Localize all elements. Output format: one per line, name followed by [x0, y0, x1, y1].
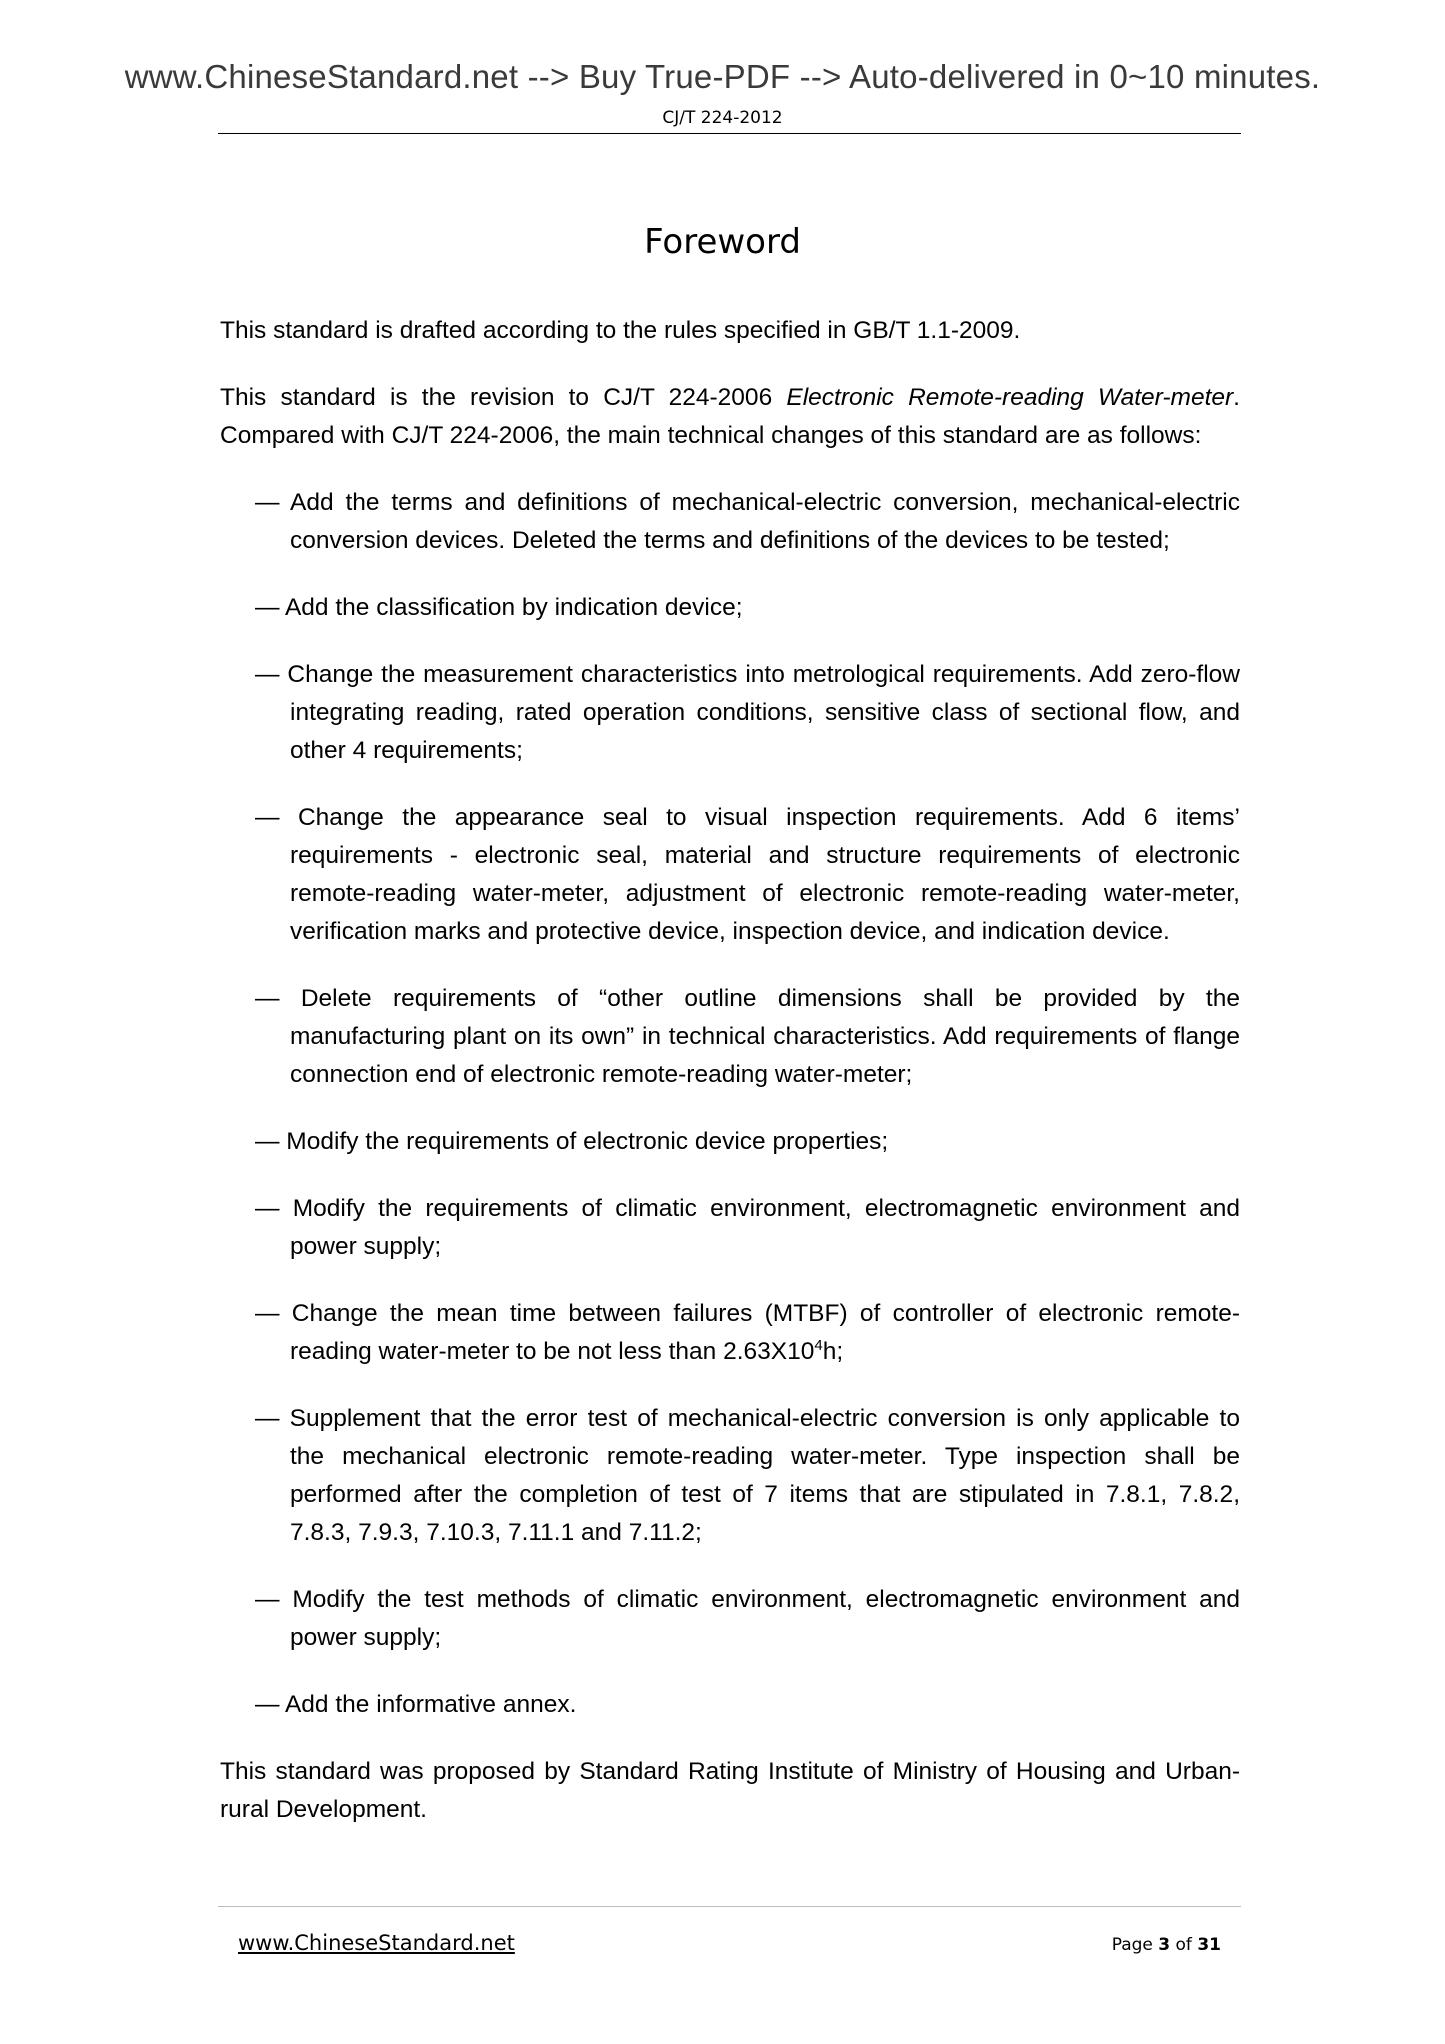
revision-text-end: . Compared with CJ/T 224-2006, the main technical changes of this standard are as follows:: [220, 384, 1240, 449]
revision-paragraph: [220, 379, 1240, 455]
change-item-environment: — Modify the requirements of climatic environment, electromagnetic environment and power supply;: [255, 1195, 1240, 1260]
change-item-metrological: — Change the measurement characteristics into metrological requirements. Add zero-flow integrating reading, rated operation conditions, sensitive class of sectional flow, and other 4 requirements;: [255, 661, 1240, 764]
mtbf-exponent: 4: [814, 1336, 823, 1354]
change-item-annex: — Add the informative annex.: [255, 1691, 577, 1718]
page-number: [1112, 1935, 1221, 1955]
change-item-error-test: — Supplement that the error test of mechanical-electric conversion is only applicable to the mechanical electronic remote-reading water-meter. Type inspection shall be performed after the completion of test of 7 items that are stipulated in 7.8.1, 7.8.2, 7.8.3, 7.9.3, 7.10.3, 7.11.1 and 7.11.2;: [255, 1405, 1240, 1546]
revision-text-start: This standard is the revision to CJ/T 224-2006: [220, 384, 787, 411]
change-item-dimensions: — Delete requirements of “other outline dimensions shall be provided by the manufacturing plant on its own” in technical characteristics. Add requirements of flange connection end of electronic remote-reading water-meter;: [255, 985, 1240, 1088]
footer-divider: [218, 1906, 1241, 1907]
page-current: 3: [1158, 1935, 1171, 1955]
header-divider: [218, 133, 1241, 134]
page-prefix: Page: [1111, 1935, 1159, 1955]
proposer-paragraph: This standard was proposed by Standard Rating Institute of Ministry of Housing and Urban-rural Development.: [220, 1758, 1240, 1823]
mtbf-text: — Change the mean time between failures (MTBF) of controller of electronic remote-reading water-meter to be not less than 2.63X10: [255, 1300, 1240, 1365]
change-item-visual-inspection: — Change the appearance seal to visual inspection requirements. Add 6 items’ requirements - electronic seal, material and structure requirements of electronic remote-reading water-meter, adjustment of electronic remote-reading water-meter, verification marks and protective device, inspection device, and indication device.: [255, 804, 1240, 945]
footer-site-link[interactable]: www.ChineseStandard.net: [238, 1931, 515, 1955]
standard-code: CJ/T 224-2012: [662, 108, 783, 128]
change-item-mtbf: [255, 1295, 1240, 1371]
page-total: 31: [1197, 1935, 1221, 1955]
change-item-classification: — Add the classification by indication device;: [255, 594, 743, 621]
change-item-electronic-properties: — Modify the requirements of electronic device properties;: [255, 1128, 889, 1155]
page-title: Foreword: [644, 222, 801, 262]
change-item-test-methods: — Modify the test methods of climatic environment, electromagnetic environment and power supply;: [255, 1586, 1240, 1651]
change-item-terms: — Add the terms and definitions of mechanical-electric conversion, mechanical-electric conversion devices. Deleted the terms and definitions of the devices to be tested;: [255, 489, 1240, 554]
foreword-body: [220, 312, 1240, 1858]
mtbf-unit: h;: [822, 1338, 844, 1365]
header-banner: www.ChineseStandard.net --> Buy True-PDF --> Auto-delivered in 0~10 minutes.: [124, 58, 1321, 95]
revised-standard-title: Electronic Remote-reading Water-meter: [786, 384, 1234, 411]
page-of: of: [1170, 1935, 1198, 1955]
intro-paragraph: This standard is drafted according to the rules specified in GB/T 1.1-2009.: [220, 317, 1021, 344]
